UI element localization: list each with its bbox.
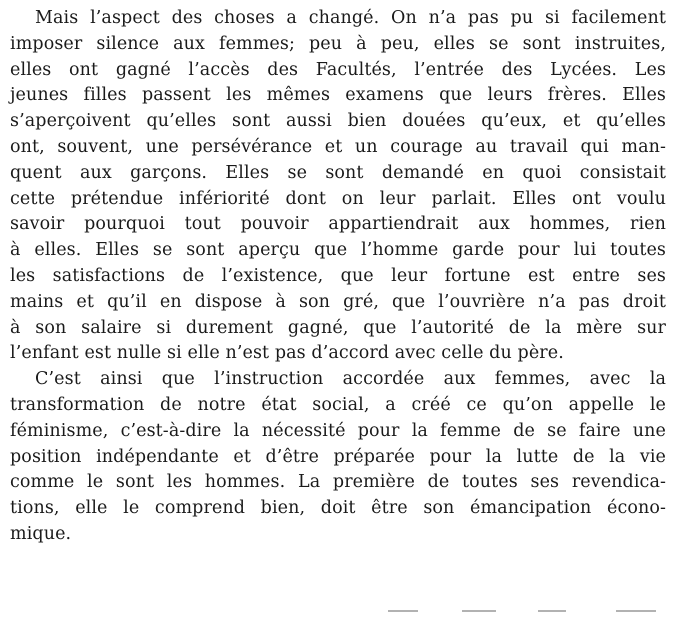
text-line: comme le sont les hommes. La première de toutes ses revendica- — [10, 472, 666, 493]
text-line: l’enfant est nulle si elle n’est pas d’accord avec celle du père. — [10, 343, 564, 364]
text-line: tions, elle le comprend bien, doit être son émancipation écono- — [10, 498, 666, 519]
text-line: imposer silence aux femmes; peu à peu, elles se sont instruites, — [10, 33, 666, 54]
text-line: Mais l’aspect des choses a changé. On n’a pas pu si facilement — [35, 8, 666, 28]
text-line: s’aperçoivent qu’elles sont aussi bien douées qu’eux, et qu’elles — [10, 111, 666, 132]
text-line: ont, souvent, une persévérance et un courage au travail qui man- — [10, 136, 666, 157]
ink-fragment — [388, 610, 418, 612]
text-line: à elles. Elles se sont aperçu que l’homme garde pour lui toutes — [10, 240, 666, 261]
text-line: jeunes filles passent les mêmes examens que leurs frères. Elles — [10, 85, 666, 106]
ink-fragment — [616, 610, 656, 612]
text-line: C’est ainsi que l’instruction accordée aux femmes, avec la — [35, 369, 666, 390]
ink-fragment — [538, 610, 566, 612]
paragraph-2 — [10, 367, 666, 548]
text-line: quent aux garçons. Elles se sont demandé en quoi consistait — [10, 162, 666, 183]
body-text — [10, 6, 666, 548]
text-line: position indépendante et d’être préparée pour la lutte de la vie — [10, 446, 666, 467]
text-line: elles ont gagné l’accès des Facultés, l’entrée des Lycées. Les — [10, 59, 666, 80]
text-line: mains et qu’il en dispose à son gré, que l’ouvrière n’a pas droit — [10, 291, 666, 312]
paragraph-1 — [10, 6, 666, 367]
text-line: transformation de notre état social, a créé ce qu’on appelle le — [10, 394, 666, 415]
text-line: cette prétendue infériorité dont on leur parlait. Elles ont voulu — [10, 188, 666, 209]
text-line: féminisme, c’est-à-dire la nécessité pour la femme de se faire une — [10, 420, 666, 441]
text-line: savoir pourquoi tout pouvoir appartiendrait aux hommes, rien — [10, 214, 666, 235]
text-line: les satisfactions de l’existence, que leur fortune est entre ses — [10, 265, 666, 286]
text-line: mique. — [10, 523, 72, 544]
text-line: à son salaire si durement gagné, que l’autorité de la mère sur — [10, 317, 666, 338]
cropped-next-line-fragment — [380, 606, 699, 617]
ink-fragment — [462, 610, 496, 612]
